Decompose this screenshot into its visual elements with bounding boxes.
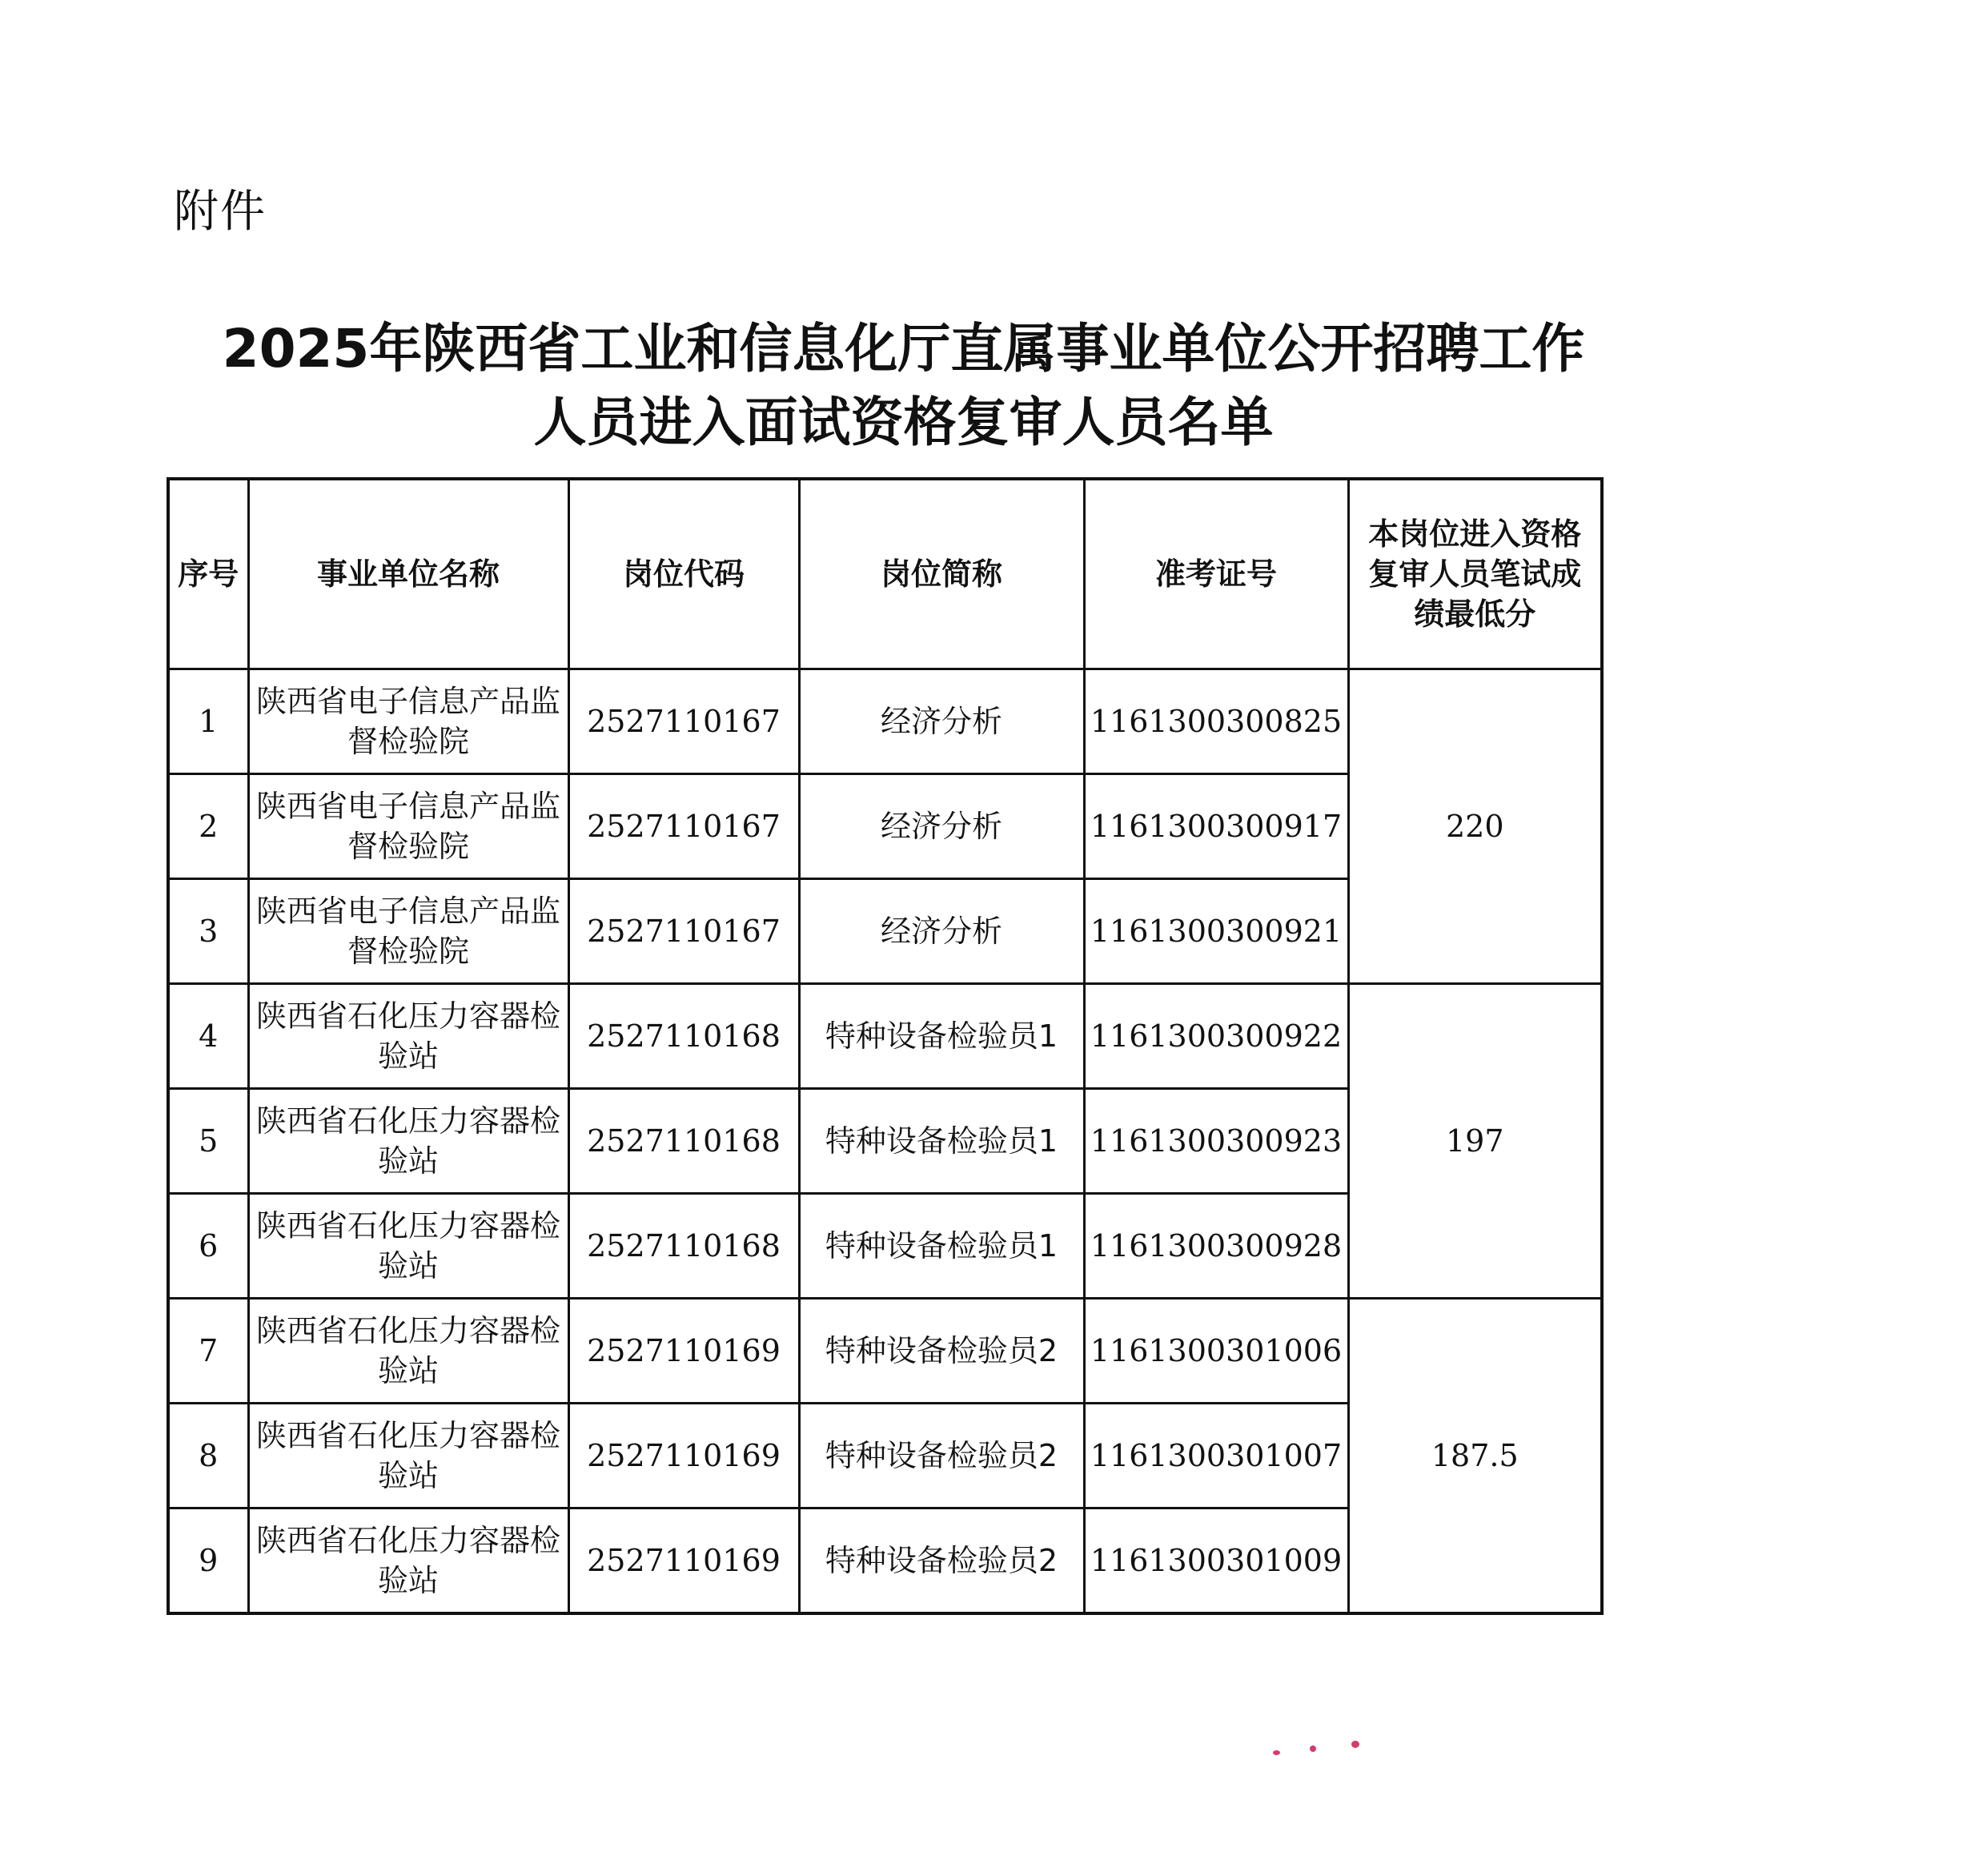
header-min-score: 本岗位进入资格复审人员笔试成绩最低分 bbox=[1348, 479, 1602, 669]
cell-unit-name: 陕西省石化压力容器检验站 bbox=[248, 1508, 568, 1614]
cell-post-name: 特种设备检验员1 bbox=[799, 1089, 1084, 1194]
header-seq: 序号 bbox=[168, 479, 248, 669]
cell-post-name: 特种设备检验员1 bbox=[799, 1194, 1084, 1299]
cell-post-code: 2527110167 bbox=[568, 879, 799, 984]
cell-unit-name: 陕西省石化压力容器检验站 bbox=[248, 1299, 568, 1404]
cell-post-code: 2527110168 bbox=[568, 1089, 799, 1194]
cell-seq: 9 bbox=[168, 1508, 248, 1614]
cell-unit-name: 陕西省石化压力容器检验站 bbox=[248, 984, 568, 1089]
attachment-label: 附件 bbox=[174, 186, 267, 238]
roster-table bbox=[167, 477, 1604, 1615]
cell-ticket-number: 1161300301007 bbox=[1084, 1404, 1348, 1508]
ink-speck bbox=[1351, 1741, 1359, 1748]
cell-post-name: 经济分析 bbox=[799, 879, 1084, 984]
cell-seq: 7 bbox=[168, 1299, 248, 1404]
cell-post-name: 特种设备检验员2 bbox=[799, 1508, 1084, 1614]
table-row bbox=[168, 984, 1602, 1089]
cell-post-code: 2527110168 bbox=[568, 984, 799, 1089]
cell-post-name: 特种设备检验员2 bbox=[799, 1404, 1084, 1508]
cell-seq: 4 bbox=[168, 984, 248, 1089]
header-post-name: 岗位简称 bbox=[799, 479, 1084, 669]
cell-post-code: 2527110168 bbox=[568, 1194, 799, 1299]
cell-post-code: 2527110169 bbox=[568, 1404, 799, 1508]
header-row bbox=[168, 479, 1602, 669]
cell-ticket-number: 1161300301006 bbox=[1084, 1299, 1348, 1404]
cell-unit-name: 陕西省电子信息产品监督检验院 bbox=[248, 879, 568, 984]
cell-unit-name: 陕西省石化压力容器检验站 bbox=[248, 1404, 568, 1508]
title-line-2: 人员进入面试资格复审人员名单 bbox=[533, 392, 1274, 453]
table-row bbox=[168, 669, 1602, 774]
cell-seq: 3 bbox=[168, 879, 248, 984]
table-row bbox=[168, 1299, 1602, 1404]
header-ticket-number: 准考证号 bbox=[1084, 479, 1348, 669]
cell-seq: 2 bbox=[168, 774, 248, 879]
cell-post-code: 2527110169 bbox=[568, 1299, 799, 1404]
cell-seq: 8 bbox=[168, 1404, 248, 1508]
cell-post-code: 2527110169 bbox=[568, 1508, 799, 1614]
header-post-code: 岗位代码 bbox=[568, 479, 799, 669]
cell-ticket-number: 1161300300928 bbox=[1084, 1194, 1348, 1299]
ink-speck bbox=[1273, 1750, 1280, 1755]
cell-min-score: 197 bbox=[1348, 984, 1602, 1299]
cell-seq: 1 bbox=[168, 669, 248, 774]
page-title bbox=[0, 312, 1807, 460]
cell-ticket-number: 1161300300825 bbox=[1084, 669, 1348, 774]
cell-ticket-number: 1161300301009 bbox=[1084, 1508, 1348, 1614]
cell-ticket-number: 1161300300923 bbox=[1084, 1089, 1348, 1194]
cell-post-code: 2527110167 bbox=[568, 669, 799, 774]
cell-ticket-number: 1161300300917 bbox=[1084, 774, 1348, 879]
title-line-1: 2025年陕西省工业和信息化厅直属事业单位公开招聘工作 bbox=[222, 318, 1585, 380]
cell-ticket-number: 1161300300922 bbox=[1084, 984, 1348, 1089]
cell-unit-name: 陕西省电子信息产品监督检验院 bbox=[248, 774, 568, 879]
cell-unit-name: 陕西省石化压力容器检验站 bbox=[248, 1089, 568, 1194]
ink-speck bbox=[1310, 1745, 1316, 1752]
cell-min-score: 220 bbox=[1348, 669, 1602, 984]
cell-ticket-number: 1161300300921 bbox=[1084, 879, 1348, 984]
cell-post-code: 2527110167 bbox=[568, 774, 799, 879]
cell-post-name: 经济分析 bbox=[799, 774, 1084, 879]
cell-unit-name: 陕西省电子信息产品监督检验院 bbox=[248, 669, 568, 774]
cell-seq: 6 bbox=[168, 1194, 248, 1299]
header-unit-name: 事业单位名称 bbox=[248, 479, 568, 669]
cell-unit-name: 陕西省石化压力容器检验站 bbox=[248, 1194, 568, 1299]
cell-post-name: 特种设备检验员2 bbox=[799, 1299, 1084, 1404]
cell-post-name: 经济分析 bbox=[799, 669, 1084, 774]
cell-seq: 5 bbox=[168, 1089, 248, 1194]
cell-post-name: 特种设备检验员1 bbox=[799, 984, 1084, 1089]
cell-min-score: 187.5 bbox=[1348, 1299, 1602, 1614]
